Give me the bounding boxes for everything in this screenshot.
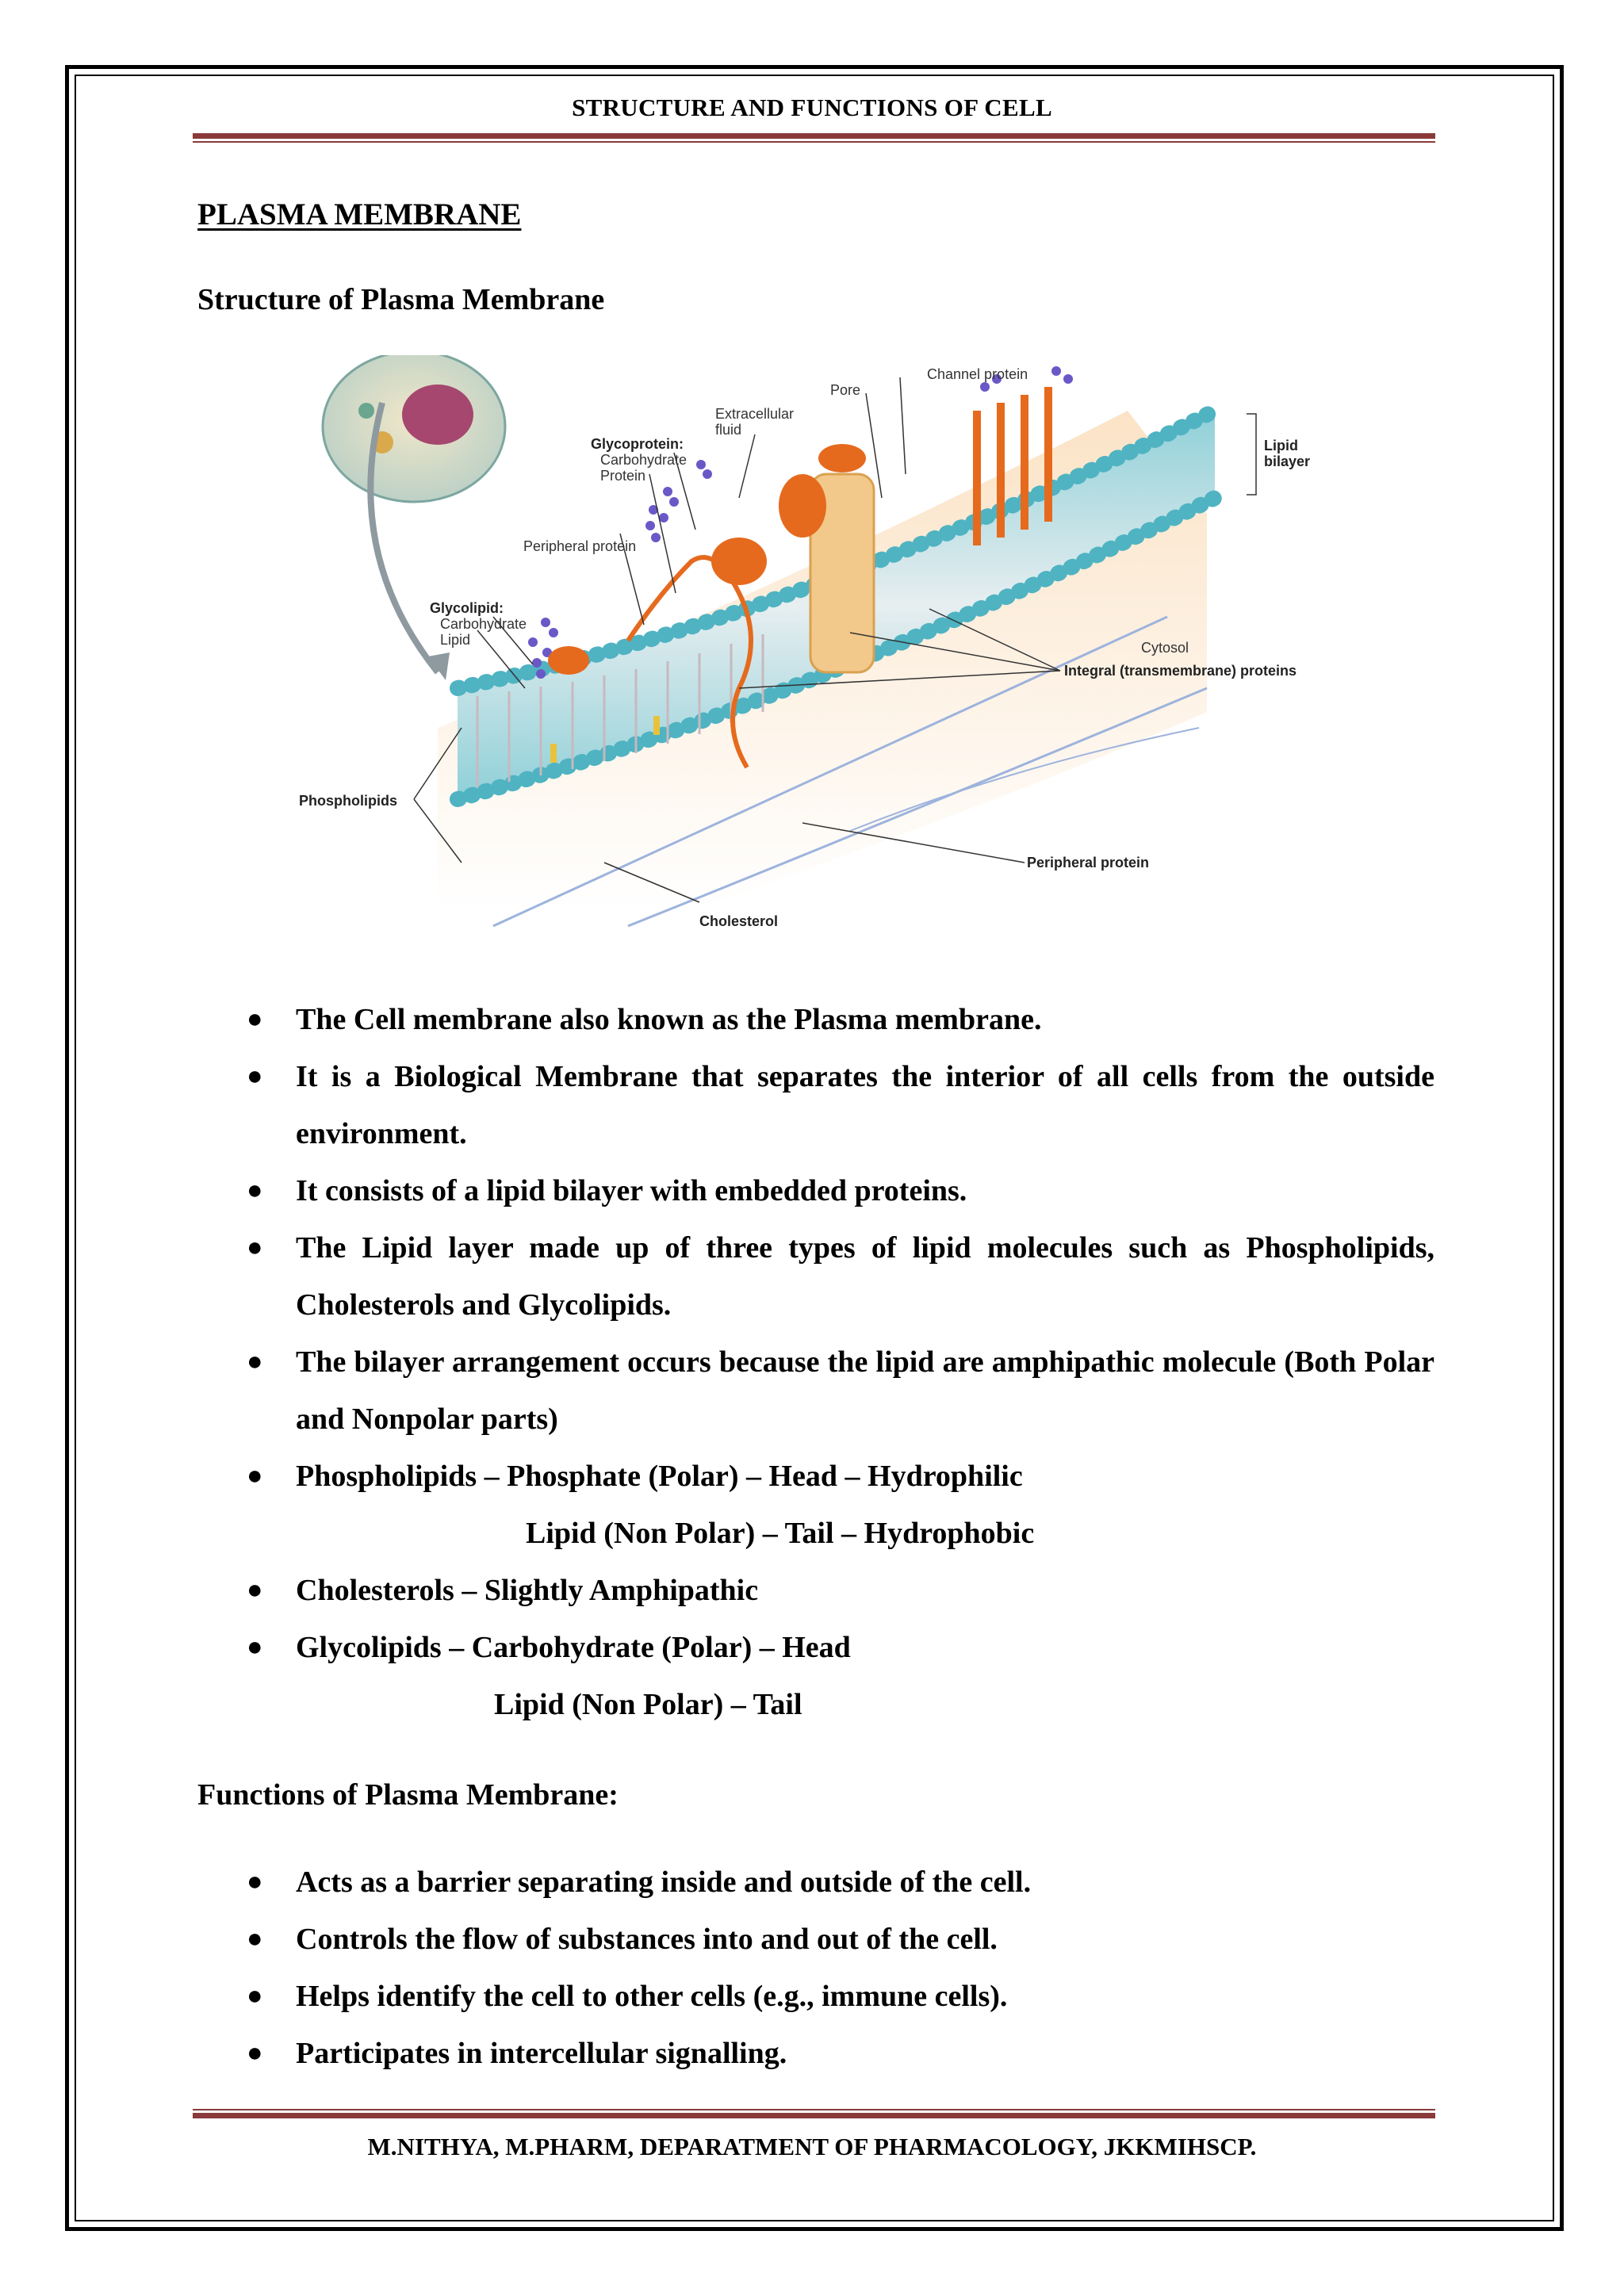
label-pore: Pore xyxy=(830,382,861,398)
label-channel-protein: Channel protein xyxy=(927,366,1028,382)
list-item: ● Cholesterols – Slightly Amphipathic xyxy=(197,1562,1434,1619)
label-peripheral-protein-bottom: Peripheral protein xyxy=(1027,855,1150,871)
bullet-icon: ● xyxy=(247,1981,263,2011)
plasma-membrane-diagram xyxy=(295,355,1326,950)
label-bilayer: bilayer xyxy=(1264,453,1311,469)
label-glycoprotein-protein: Protein xyxy=(600,468,646,484)
list-item: ● It consists of a lipid bilayer with embedded proteins. xyxy=(197,1162,1434,1219)
bullet-icon: ● xyxy=(247,1461,263,1490)
running-header: STRUCTURE AND FUNCTIONS OF CELL xyxy=(572,94,1052,121)
list-item: ● The Lipid layer made up of three types of lipid molecules such as Phospholipids, Cholesterols and Glycolipids. xyxy=(197,1219,1434,1334)
label-phospholipids: Phospholipids xyxy=(299,793,397,809)
list-item: ● The Cell membrane also known as the Plasma membrane. xyxy=(197,991,1434,1048)
label-lipid: Lipid xyxy=(1264,438,1298,453)
functions-heading: Functions of Plasma Membrane: xyxy=(197,1778,619,1812)
functions-list xyxy=(197,1854,1434,2082)
list-item: ● Acts as a barrier separating inside and outside of the cell. xyxy=(197,1854,1434,1911)
bullet-icon: ● xyxy=(247,1575,263,1605)
list-item: ● It is a Biological Membrane that separates the interior of all cells from the outside environment. xyxy=(197,1048,1434,1162)
label-integral-proteins: Integral (transmembrane) proteins xyxy=(1064,663,1297,679)
bullet-icon: ● xyxy=(247,1347,263,1376)
structure-list xyxy=(197,991,1434,1733)
bullet-icon: ● xyxy=(247,1632,263,1662)
bullet-icon: ● xyxy=(247,1062,263,1091)
running-footer: M.NITHYA, M.PHARM, DEPARATMENT OF PHARMACOLOGY, JKKMIHSCP. xyxy=(367,2133,1257,2160)
bullet-icon: ● xyxy=(247,2038,263,2068)
list-item: ● Phospholipids – Phosphate (Polar) – Head – Hydrophilic Lipid (Non Polar) – Tail – Hydrophobic xyxy=(197,1448,1434,1562)
label-cholesterol: Cholesterol xyxy=(699,913,779,929)
label-glycoprotein: Glycoprotein: xyxy=(591,436,684,452)
bullet-icon: ● xyxy=(247,1867,263,1896)
bullet-icon: ● xyxy=(247,1176,263,1205)
list-item: ● Helps identify the cell to other cells (e.g., immune cells). xyxy=(197,1968,1434,2025)
label-cytosol: Cytosol xyxy=(1141,640,1189,656)
header-rule xyxy=(193,133,1435,143)
structure-heading: Structure of Plasma Membrane xyxy=(197,283,605,316)
section-title: PLASMA MEMBRANE xyxy=(197,197,522,232)
list-item: ● Glycolipids – Carbohydrate (Polar) – Head Lipid (Non Polar) – Tail xyxy=(197,1619,1434,1733)
label-glycolipid-carbohydrate: Carbohydrate xyxy=(440,616,527,632)
label-peripheral-protein-top: Peripheral protein xyxy=(523,538,637,554)
label-fluid: fluid xyxy=(715,422,742,438)
label-extracellular: Extracellular xyxy=(715,406,795,422)
list-item: ● Controls the flow of substances into and out of the cell. xyxy=(197,1911,1434,1968)
list-item: ● Participates in intercellular signalling. xyxy=(197,2025,1434,2082)
footer-rule xyxy=(193,2109,1435,2118)
bullet-icon: ● xyxy=(247,1924,263,1954)
list-item: ● The bilayer arrangement occurs because the lipid are amphipathic molecule (Both Polar and Nonpolar parts) xyxy=(197,1334,1434,1448)
bullet-icon: ● xyxy=(247,1233,263,1262)
bullet-icon: ● xyxy=(247,1004,263,1034)
label-glycolipid-lipid: Lipid xyxy=(440,632,471,648)
label-glycoprotein-carbohydrate: Carbohydrate xyxy=(600,452,688,468)
label-glycolipid: Glycolipid: xyxy=(430,600,504,616)
